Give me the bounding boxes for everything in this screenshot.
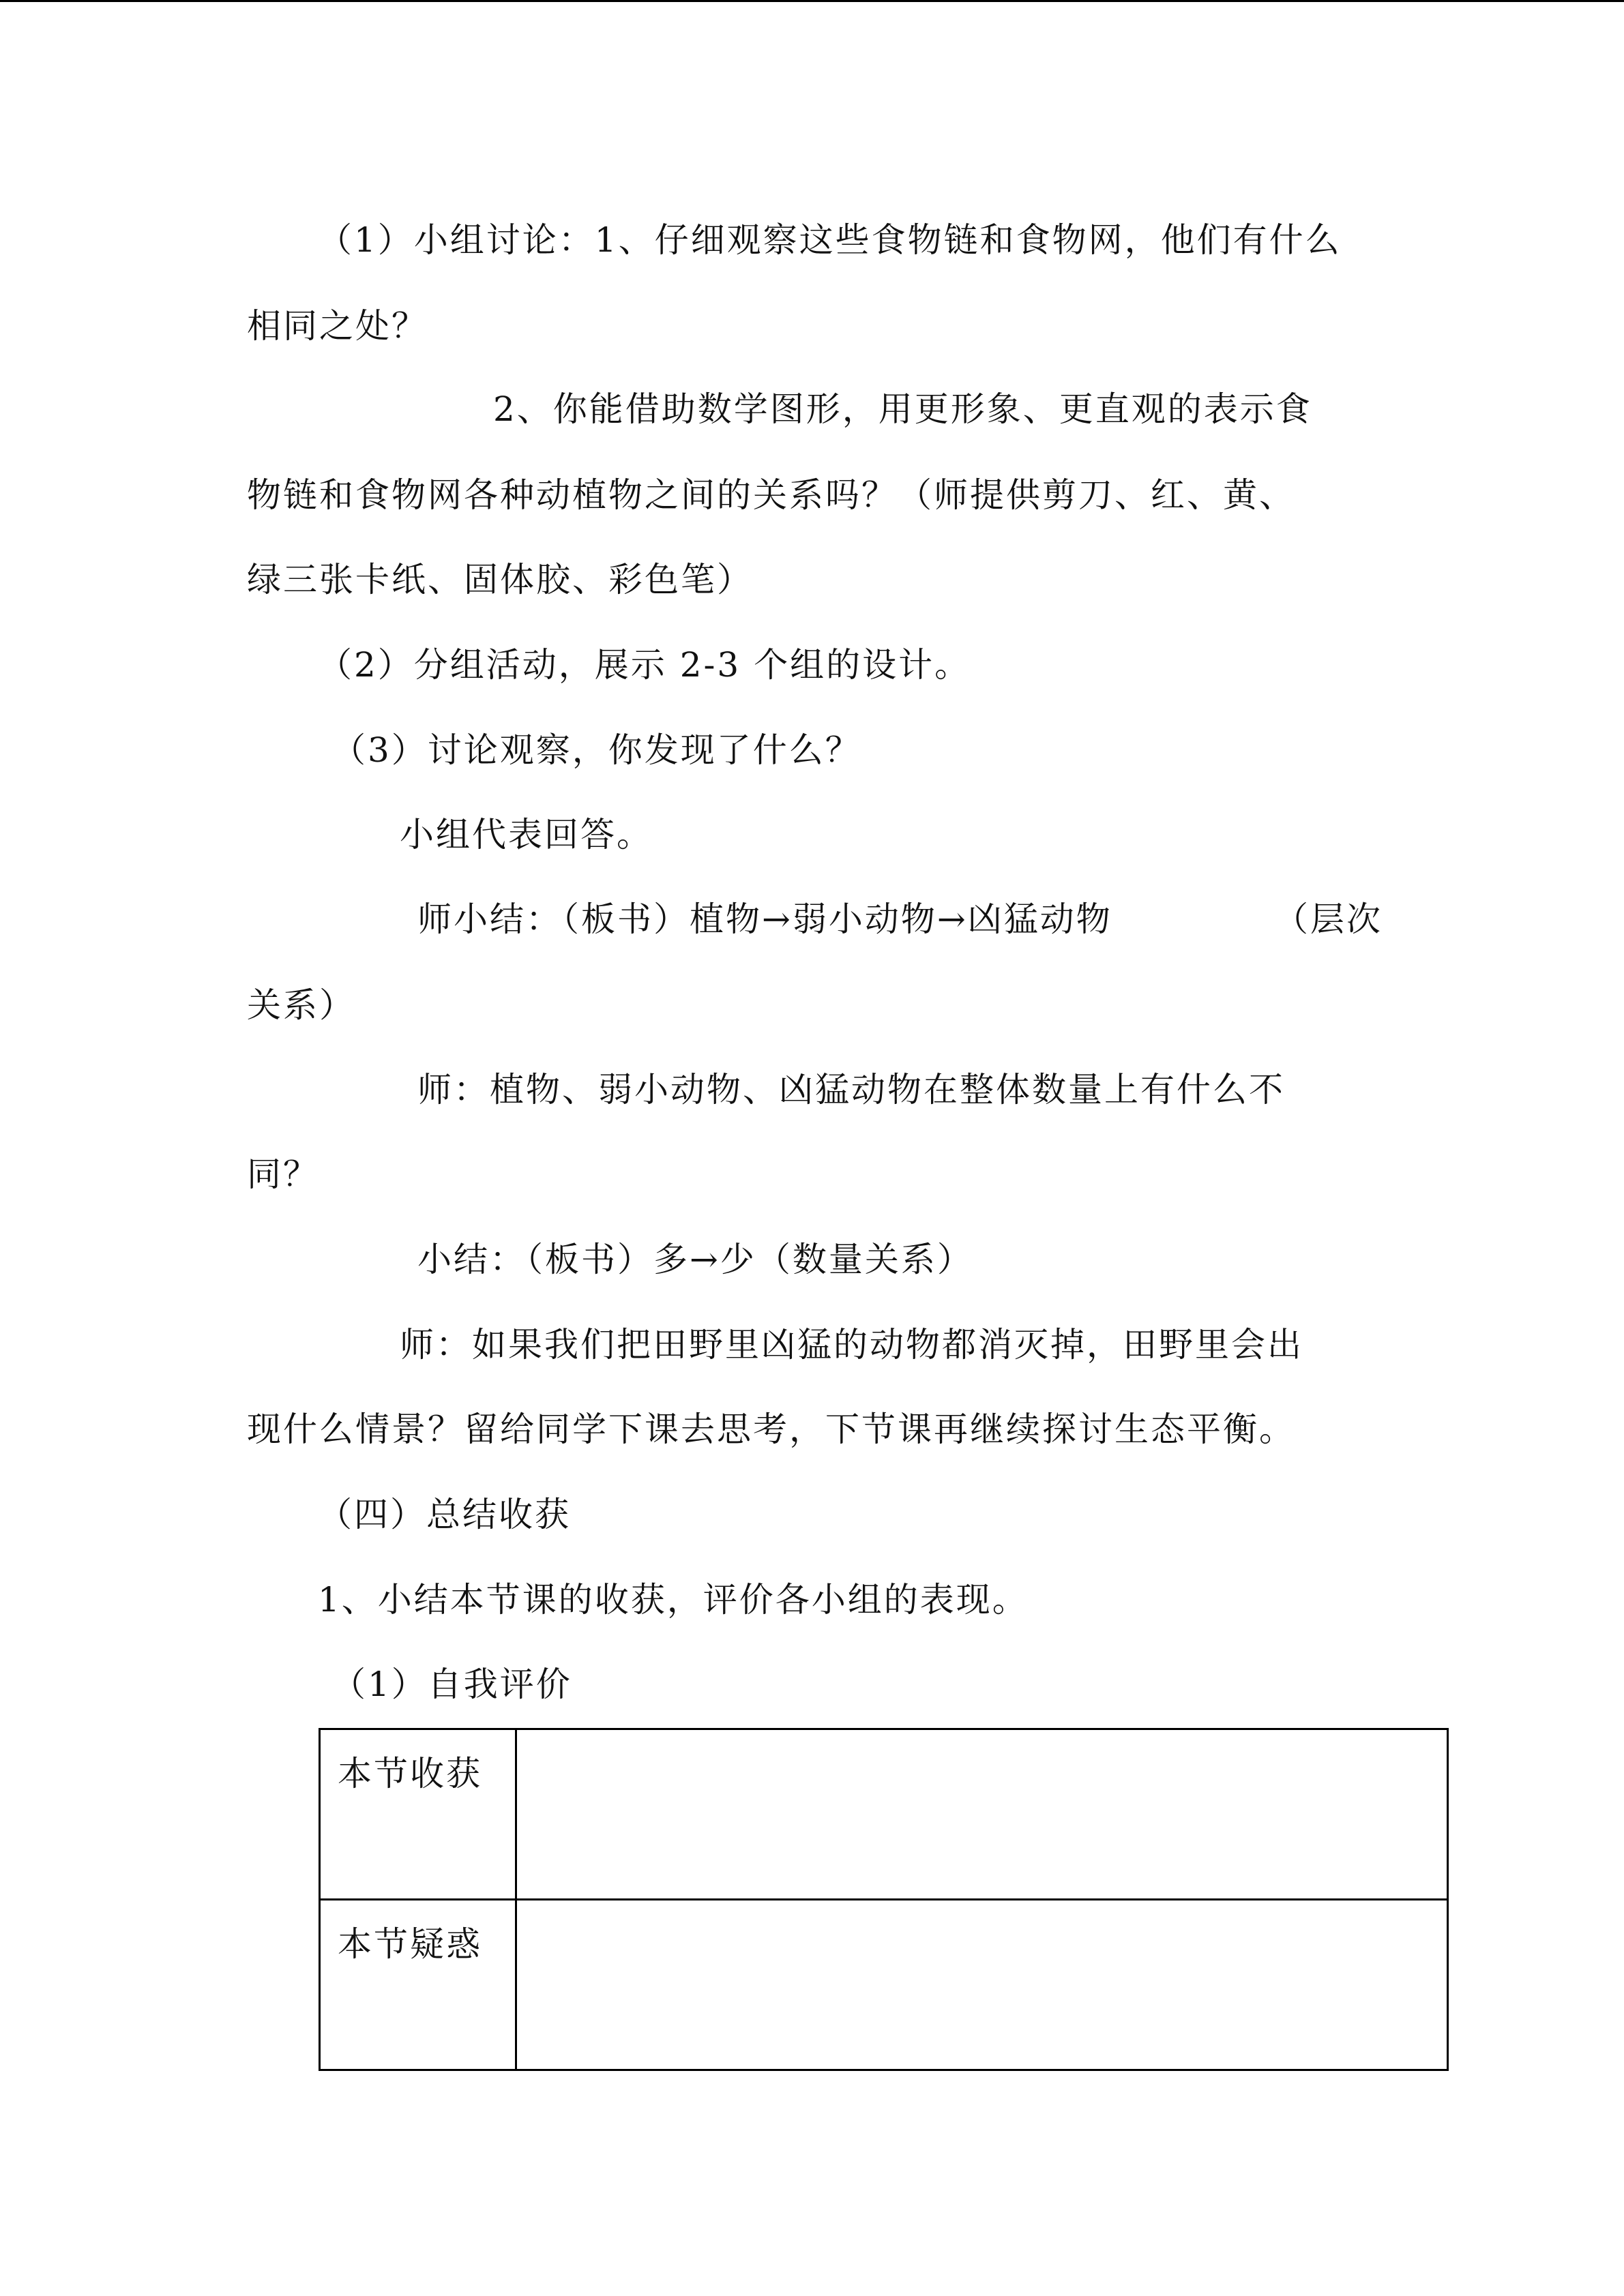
text-line: （层次 — [1274, 899, 1383, 939]
text-line: 现什么情景？留给同学下课去思考，下节课再继续探讨生态平衡。 — [247, 1410, 1295, 1449]
text-line: 师小结：（板书）植物→弱小动物→凶猛动物 — [417, 899, 1112, 939]
text-line: 同？ — [247, 1154, 319, 1194]
table-cell-input[interactable] — [517, 1900, 1447, 2071]
text-line: 1、小结本节课的收获，评价各小组的表现。 — [318, 1580, 1029, 1620]
page-top-border — [0, 0, 1624, 2]
text-line: 师：植物、弱小动物、凶猛动物在整体数量上有什么不 — [417, 1070, 1285, 1109]
table-row-label: 本节疑惑 — [321, 1900, 517, 2071]
text-line: 相同之处？ — [247, 306, 428, 346]
section-heading: （四）总结收获 — [318, 1495, 571, 1534]
text-line: （1）自我评价 — [331, 1665, 572, 1704]
table-row — [321, 1900, 1447, 2071]
text-line: 关系） — [247, 985, 355, 1025]
text-line: （2）分组活动，展示 2-3 个组的设计。 — [318, 645, 971, 685]
text-line: 绿三张卡纸、固体胶、彩色笔） — [247, 560, 753, 599]
table-cell-input[interactable] — [517, 1730, 1447, 1898]
self-evaluation-table — [319, 1728, 1449, 2071]
text-line: 小组代表回答。 — [400, 815, 653, 854]
text-line: 物链和食物网各种动植物之间的关系吗？（师提供剪刀、红、黄、 — [247, 475, 1295, 515]
text-line: 小结：（板书）多→少（数量关系） — [417, 1240, 973, 1279]
text-line: 2、你能借助数学图形，用更形象、更直观的表示食 — [493, 389, 1312, 429]
text-line: （1）小组讨论：1、仔细观察这些食物链和食物网，他们有什么 — [318, 220, 1342, 260]
table-row-label: 本节收获 — [321, 1730, 517, 1898]
table-row — [321, 1730, 1447, 1900]
text-line: 师：如果我们把田野里凶猛的动物都消灭掉，田野里会出 — [400, 1325, 1303, 1365]
text-line: （3）讨论观察，你发现了什么？ — [331, 730, 861, 770]
